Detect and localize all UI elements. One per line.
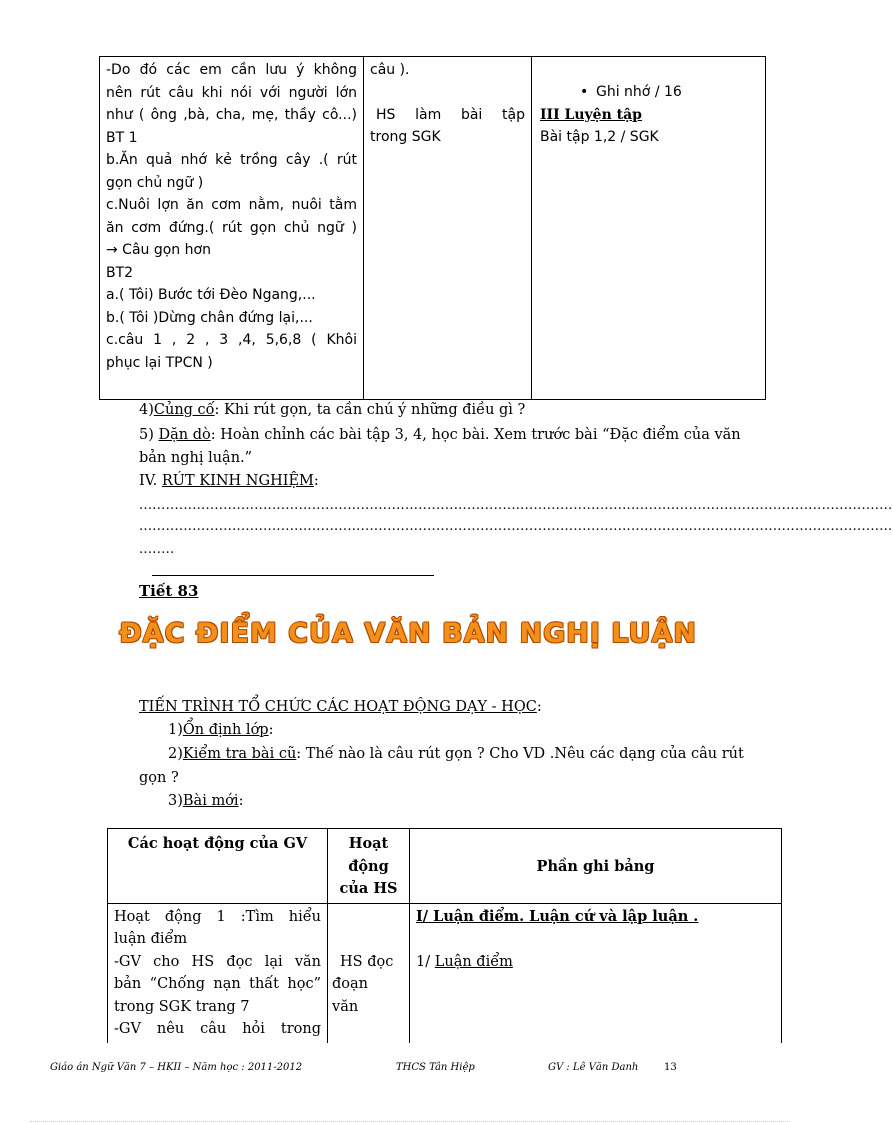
process-heading: TIẾN TRÌNH TỔ CHỨC CÁC HOẠT ĐỘNG DẠY - HỌC: <box>139 699 542 715</box>
t1-hs-line: trong SGK <box>370 129 441 145</box>
t2-line: luận điểm <box>114 931 188 947</box>
t1-line: nên rút câu khi nói với người lớn <box>106 84 357 101</box>
t1-line: như ( ông ,bà, cha, mẹ, thầy cô...) <box>106 107 357 123</box>
dotted-line: ........ <box>139 542 175 557</box>
header-board: Phần ghi bảng <box>410 829 782 904</box>
t1-line: ăn cơm đứng.( rút gọn chủ ngữ ) <box>106 219 357 236</box>
teacher-activity-cell <box>108 903 328 1043</box>
student-activity-cell: HS đọc đoạn văn <box>328 903 410 1043</box>
t2-line: -GV nêu câu hỏi trong <box>114 1021 321 1037</box>
lesson-number: Tiết 83 <box>139 582 199 600</box>
page-number: 13 <box>664 1062 677 1073</box>
homework-label: Dặn dò <box>158 427 211 443</box>
board-cell <box>410 903 782 1043</box>
footer-teacher: GV : Lê Văn Danh <box>548 1062 639 1073</box>
table1-board-cell <box>532 57 766 400</box>
footer-rule <box>30 1121 790 1122</box>
step-2: 2)Kiểm tra bài cũ: Thế nào là câu rút gọn ? Cho VD .Nêu các dạng của câu rút gọn ? <box>139 746 744 786</box>
t1-line: -Do đó các em cần lưu ý không <box>106 62 357 78</box>
step-3: 3)Bài mới: <box>168 793 244 809</box>
practice-line: Bài tập 1,2 / SGK <box>540 129 659 145</box>
board-subheading: 1/ Luận điểm <box>416 954 513 970</box>
t1-line: c.Nuôi lợn ăn cơm nằm, nuôi tằm <box>106 197 357 213</box>
t1-line: b.( Tôi )Dừng chân đứng lại,... <box>106 309 313 326</box>
t1-line: → Câu gọn hơn <box>106 242 211 258</box>
separator-rule <box>152 575 434 576</box>
t1-line: BT2 <box>106 264 134 281</box>
dotted-line: .......................................................................................................................................................................... <box>139 498 893 513</box>
table1-student-cell <box>364 57 532 400</box>
t1-line: gọn chủ ngữ ) <box>106 174 204 191</box>
dotted-line: .......................................................................................................................................................................... <box>139 519 893 534</box>
t1-line: c.câu 1 , 2 , 3 ,4, 5,6,8 ( Khôi <box>106 332 357 348</box>
memo-bullet: • Ghi nhớ / 16 <box>540 81 759 104</box>
t2-line: trong SGK trang 7 <box>114 998 250 1015</box>
activity-table <box>107 828 782 1043</box>
t1-hs-line: HS làm bài tập <box>376 106 525 123</box>
footer-course: Giáo án Ngữ Văn 7 – HKII – Năm học : 2011-2012 <box>50 1062 303 1073</box>
t1-line: b.Ăn quả nhớ kẻ trồng cây .( rút <box>106 152 357 168</box>
consolidation-line: 4)Củng cố: Khi rút gọn, ta cần chú ý những điều gì ? <box>139 402 526 418</box>
table1-teacher-cell <box>100 57 364 400</box>
header-teacher: Các hoạt động của GV <box>108 829 328 904</box>
footer-school: THCS Tân Hiệp <box>396 1062 475 1073</box>
t2-line: bản “Chống nạn thất học” <box>114 976 321 992</box>
homework-line: 5) Dặn dò: Hoàn chỉnh các bài tập 3, 4, học bài. Xem trước bài “Đặc điểm của văn bản nghị luận.” <box>139 427 741 466</box>
t2-line: Hoạt động 1 :Tìm hiểu <box>114 908 321 925</box>
board-heading: I/ Luận điểm. Luận cứ và lập luận . <box>416 907 699 925</box>
t1-hs-line: câu ). <box>370 62 410 78</box>
t2-line: -GV cho HS đọc lại văn <box>114 953 321 970</box>
step-1: 1)Ổn định lớp: <box>168 722 274 738</box>
lesson-table-continued <box>99 56 766 400</box>
consolidation-label: Củng cố <box>153 402 215 418</box>
t1-line: a.( Tôi) Bước tới Đèo Ngang,... <box>106 287 316 303</box>
lesson-title: ĐẶC ĐIỂM CỦA VĂN BẢN NGHỊ LUẬN <box>119 618 697 649</box>
t1-line: phục lại TPCN ) <box>106 354 213 371</box>
experience-heading: IV. RÚT KINH NGHIỆM: <box>139 473 319 489</box>
header-student: Hoạt động của HS <box>328 829 410 904</box>
t1-line: BT 1 <box>106 129 138 146</box>
practice-heading: III Luyện tập <box>540 106 642 123</box>
